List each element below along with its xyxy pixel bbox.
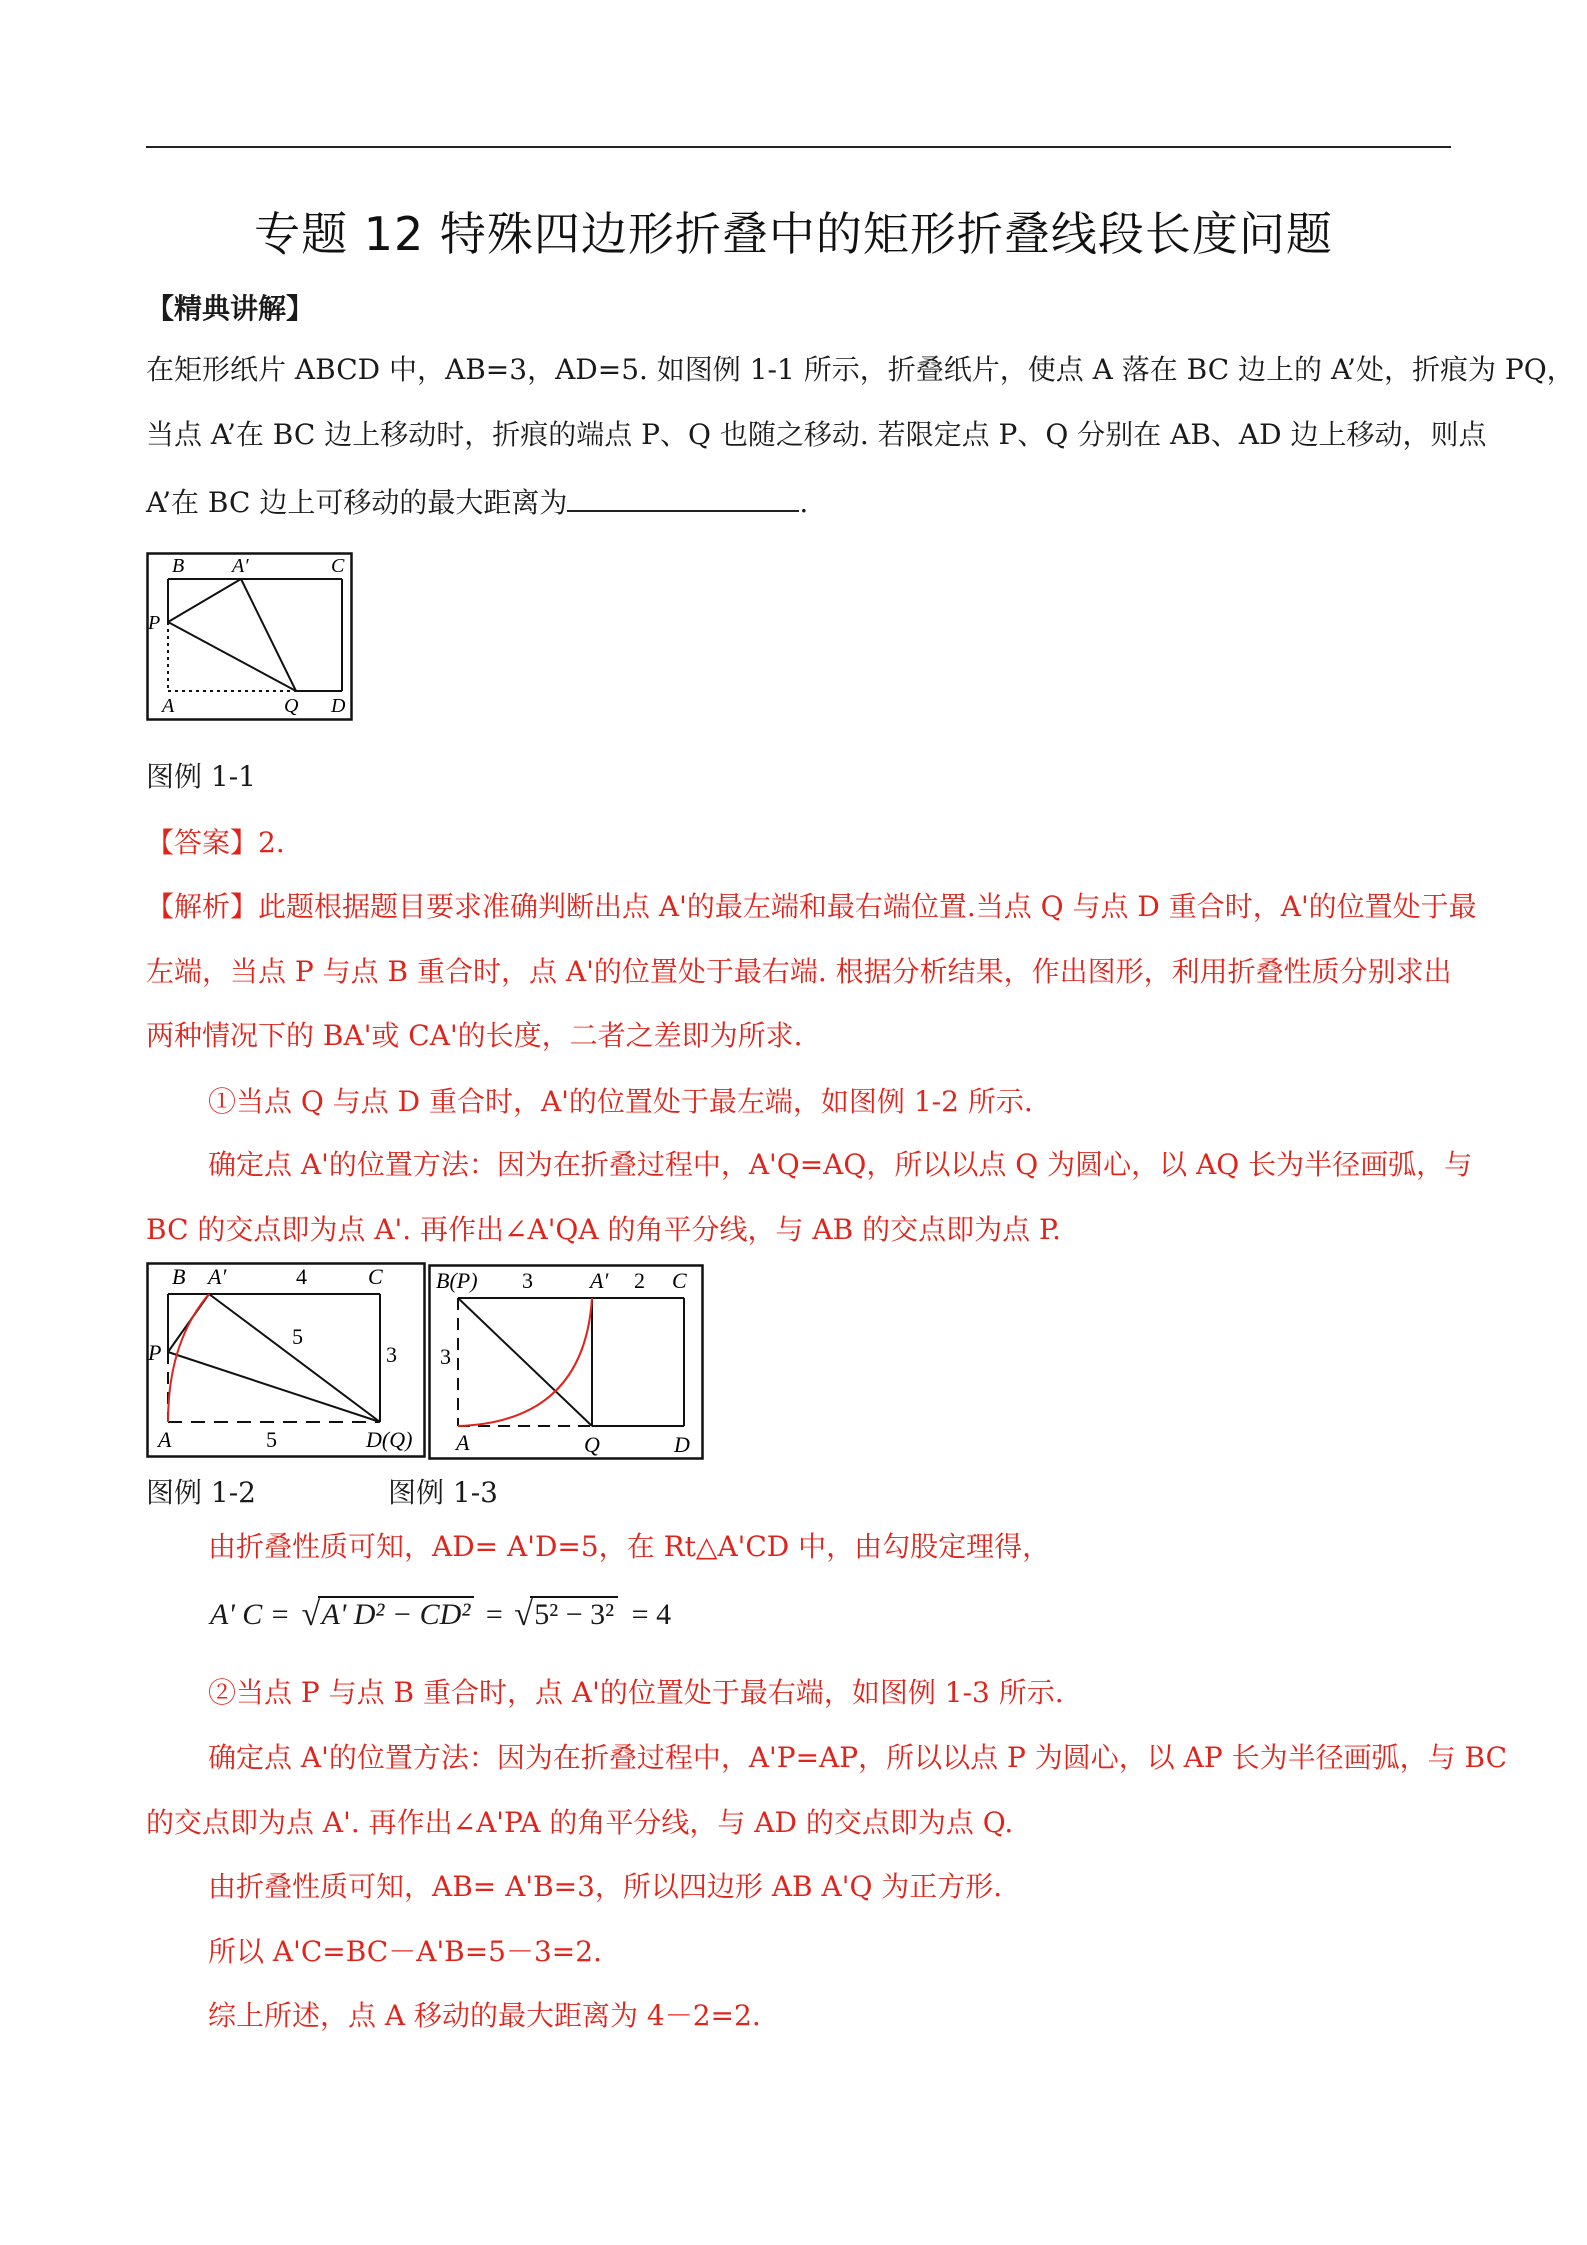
analysis-line-2: 左端，当点 P 与点 B 重合时，点 A'的位置处于最右端. 根据分析结果，作出图形，利用折叠性质分别求出 xyxy=(146,955,1452,988)
case-2-heading: ②当点 P 与点 B 重合时，点 A'的位置处于最右端，如图例 1-3 所示. xyxy=(208,1676,1064,1709)
answer-blank xyxy=(567,484,799,512)
fig2-label-3: 3 xyxy=(386,1342,397,1367)
problem-line-3-end: . xyxy=(799,486,809,519)
answer-value: 2. xyxy=(258,826,285,859)
fig2-label-5: 5 xyxy=(266,1427,277,1452)
analysis-text-1: 此题根据题目要求准确判断出点 A'的最左端和最右端位置.当点 Q 与点 D 重合时，A'的位置处于最 xyxy=(258,890,1477,923)
case-1-heading: ①当点 Q 与点 D 重合时，A'的位置处于最左端，如图例 1-2 所示. xyxy=(208,1085,1033,1118)
figure-1-3 xyxy=(428,1264,704,1460)
step-1-text: 由折叠性质可知，AD= A'D=5，在 Rt△A'CD 中，由勾股定理得， xyxy=(208,1530,1051,1563)
fig3-label-a: A xyxy=(456,1430,470,1455)
fig3-label-bp: B(P) xyxy=(436,1268,478,1293)
fig2-label-5-diag: 5 xyxy=(292,1324,303,1349)
page-title: 专题 12 特殊四边形折叠中的矩形折叠线段长度问题 xyxy=(254,207,1333,261)
problem-line-3 xyxy=(146,484,1456,520)
formula-radicand-2: 5² − 3² xyxy=(530,1596,618,1631)
conclusion-text: 综上所述，点 A 移动的最大距离为 4－2=2. xyxy=(208,1999,761,2032)
fig1-segment-a1q xyxy=(241,579,296,691)
fig3-label-3-top: 3 xyxy=(522,1268,533,1293)
fig1-label-c: C xyxy=(331,555,345,577)
fig3-caption: 图例 1-3 xyxy=(388,1476,498,1509)
formula-lhs: A' C = xyxy=(210,1598,290,1631)
fig1-segment-pa1 xyxy=(168,579,241,622)
section-heading: 【精典讲解】 xyxy=(146,292,315,325)
fig2-segment-a1d xyxy=(209,1294,380,1422)
formula-equals: = xyxy=(485,1598,503,1631)
fig2-crease-pd xyxy=(168,1352,380,1422)
fig2-label-a1: A′ xyxy=(208,1264,227,1289)
formula xyxy=(210,1598,671,1632)
figure-1-1 xyxy=(146,552,354,722)
step-3-text: 所以 A'C=BC－A'B=5－3=2. xyxy=(208,1935,602,1968)
formula-radical-1 xyxy=(302,1598,475,1632)
sqrt-sign-1: √ xyxy=(301,1596,321,1633)
fig1-label-q: Q xyxy=(284,695,299,717)
fig2-caption: 图例 1-2 xyxy=(146,1476,256,1509)
fig3-frame xyxy=(430,1266,703,1459)
problem-line-3-text: A’在 BC 边上可移动的最大距离为 xyxy=(146,486,568,519)
analysis-line-1 xyxy=(146,890,1477,924)
sqrt-sign-2: √ xyxy=(514,1596,533,1633)
problem-line-2: 当点 A’在 BC 边上移动时，折痕的端点 P、Q 也随之移动. 若限定点 P、Q 分别在 AB、AD 边上移动，则点 xyxy=(146,418,1487,451)
step-2-text: 由折叠性质可知，AB= A'B=3，所以四边形 AB A'Q 为正方形. xyxy=(208,1870,1003,1903)
formula-radical-2 xyxy=(514,1598,618,1632)
problem-line-1: 在矩形纸片 ABCD 中，AB=3，AD=5. 如图例 1-1 所示，折叠纸片，使点 A 落在 BC 边上的 A’处，折痕为 PQ， xyxy=(146,353,1575,386)
fig3-label-c: C xyxy=(672,1268,687,1293)
fig3-label-d: D xyxy=(674,1432,690,1457)
fig1-label-a: A xyxy=(162,695,175,717)
answer-line xyxy=(146,826,1456,860)
fig3-label-3-left: 3 xyxy=(440,1344,451,1369)
fig2-label-dq: D(Q) xyxy=(366,1427,413,1452)
fig3-label-q: Q xyxy=(584,1432,600,1457)
fig2-label-c: C xyxy=(368,1264,383,1289)
fig3-crease-bq xyxy=(458,1298,592,1426)
method-1-line-1: 确定点 A'的位置方法：因为在折叠过程中，A'Q=AQ，所以以点 Q 为圆心，以 AQ 长为半径画弧，与 xyxy=(208,1148,1473,1181)
method-2-line-2: 的交点即为点 A'. 再作出∠A'PA 的角平分线，与 AD 的交点即为点 Q. xyxy=(146,1806,1014,1839)
method-1-line-2: BC 的交点即为点 A'. 再作出∠A'QA 的角平分线，与 AB 的交点即为点 P. xyxy=(146,1213,1062,1246)
fig1-caption: 图例 1-1 xyxy=(146,760,256,793)
fig3-label-2: 2 xyxy=(634,1268,645,1293)
fig1-crease-pq xyxy=(168,622,296,691)
fig1-label-a1: A′ xyxy=(232,555,249,577)
fig2-label-4: 4 xyxy=(296,1264,307,1289)
fig1-label-p: P xyxy=(148,612,161,634)
analysis-tag: 【解析】 xyxy=(146,890,259,923)
fig2-label-p: P xyxy=(148,1340,162,1365)
formula-radicand-1: A' D² − CD² xyxy=(318,1596,475,1631)
method-2-line-1: 确定点 A'的位置方法：因为在折叠过程中，A'P=AP，所以以点 P 为圆心，以 AP 长为半径画弧，与 BC xyxy=(208,1741,1508,1774)
analysis-line-3: 两种情况下的 BA'或 CA'的长度，二者之差即为所求. xyxy=(146,1019,803,1052)
header-rule xyxy=(146,146,1451,148)
fig1-label-d: D xyxy=(331,695,346,717)
fig2-label-b: B xyxy=(172,1264,186,1289)
figure-1-2 xyxy=(146,1262,426,1458)
fig3-label-a1: A′ xyxy=(590,1268,609,1293)
fig1-label-b: B xyxy=(172,555,185,577)
formula-rhs: = 4 xyxy=(631,1598,672,1631)
answer-tag: 【答案】 xyxy=(146,826,259,859)
fig2-label-a: A xyxy=(158,1427,172,1452)
